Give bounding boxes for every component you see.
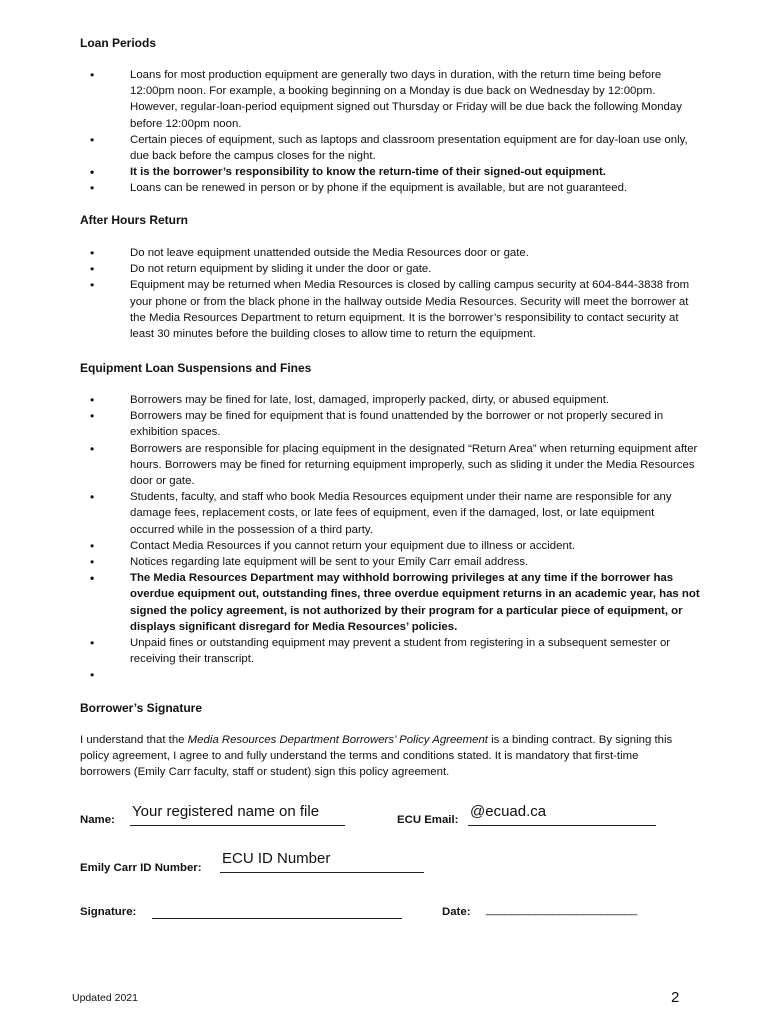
date-label: Date: (442, 906, 471, 918)
agreement-paragraph (80, 732, 690, 781)
list-item: • Borrowers may be fined for equipment that is found unattended by the borrower or not properly secured in exhibition spaces. (0, 408, 700, 440)
list-item: • Notices regarding late equipment will be sent to your Emily Carr email address. (0, 554, 700, 570)
loan-periods-list (0, 67, 700, 197)
list-item: • Equipment may be returned when Media Resources is closed by calling campus security at 604-844-3838 from your phone or from the black phone in the hallway outside Media Resources. Security will meet the borrower at the Media Resources Department to return equipment. It is the borrower’s responsibility to contact security at least 30 minutes before the building closes to allow time to return the equipment. (0, 277, 700, 342)
list-item: • The Media Resources Department may withhold borrowing privileges at any time if the borrower has overdue equipment out, outstanding fines, three overdue equipment returns in an academic year, has not signed the policy agreement, is not authorized by their program for a particular piece of equipment, or displays significant disregard for Media Resources’ policies. (0, 570, 700, 635)
id-label: Emily Carr ID Number: (80, 862, 202, 874)
after-hours-list (0, 245, 700, 342)
list-item: • Loans for most production equipment are generally two days in duration, with the return time being before 12:00pm noon. For example, a booking beginning on a Monday is due back on Wednesday by 12:00pm. However, regular-loan-period equipment signed out Thursday or Friday will be due back the following Monday before 12:00pm noon. (0, 67, 700, 132)
list-item: • Certain pieces of equipment, such as laptops and classroom presentation equipment are for day-loan use only, due back before the campus closes for the night. (0, 132, 700, 164)
suspensions-heading: Equipment Loan Suspensions and Fines (80, 361, 312, 375)
id-value: ECU ID Number (222, 850, 331, 867)
email-field[interactable] (468, 803, 656, 826)
list-item: • Unpaid fines or outstanding equipment may prevent a student from registering in a subsequent semester or receiving their transcript. (0, 635, 700, 667)
date-field[interactable]: _________________________ (486, 904, 637, 916)
agreement-title: Media Resources Department Borrowers’ Policy Agreement (187, 734, 488, 746)
list-item: • It is the borrower’s responsibility to know the return-time of their signed-out equipment. (0, 164, 700, 180)
email-label: ECU Email: (397, 814, 459, 826)
loan-periods-heading: Loan Periods (80, 36, 157, 50)
signature-label: Signature: (80, 906, 137, 918)
email-value: @ecuad.ca (470, 803, 547, 820)
signature-heading: Borrower’s Signature (80, 701, 203, 715)
list-item: • Do not return equipment by sliding it under the door or gate. (0, 261, 700, 277)
list-item: • Students, faculty, and staff who book Media Resources equipment under their name are responsible for any damage fees, replacement costs, or late fees of equipment, even if the damaged, lost, or late equipment occurred while in the possession of a third party. (0, 489, 700, 538)
signature-field[interactable] (152, 896, 402, 919)
name-field[interactable] (130, 803, 345, 826)
suspensions-list (0, 392, 700, 683)
list-item: • Loans can be renewed in person or by phone if the equipment is available, but are not guaranteed. (0, 180, 700, 196)
list-item: • Contact Media Resources if you cannot return your equipment due to illness or accident. (0, 538, 700, 554)
id-field[interactable] (220, 850, 424, 873)
list-item: • Borrowers are responsible for placing equipment in the designated “Return Area” when returning equipment after hours. Borrowers may be fined for returning equipment improperly, such as sliding it under the Media Resources door or gate. (0, 441, 700, 490)
agreement-text-end: is a binding contract. By signing this policy agreement, I agree to and fully understand the terms and conditions stated. It is mandatory that first-time borrowers (Emily Carr faculty, staff or student) sign this policy agreement. (80, 734, 673, 779)
agreement-text-start: I understand that the (80, 734, 188, 746)
name-value: Your registered name on file (132, 803, 320, 820)
page-number: 2 (671, 989, 680, 1006)
list-item: • Do not leave equipment unattended outside the Media Resources door or gate. (0, 245, 700, 261)
after-hours-heading: After Hours Return (80, 213, 189, 227)
list-item-empty (0, 667, 700, 683)
updated-note: Updated 2021 (72, 992, 138, 1004)
list-item: • Borrowers may be fined for late, lost, damaged, improperly packed, dirty, or abused equipment. (0, 392, 700, 408)
name-label: Name: (80, 814, 115, 826)
